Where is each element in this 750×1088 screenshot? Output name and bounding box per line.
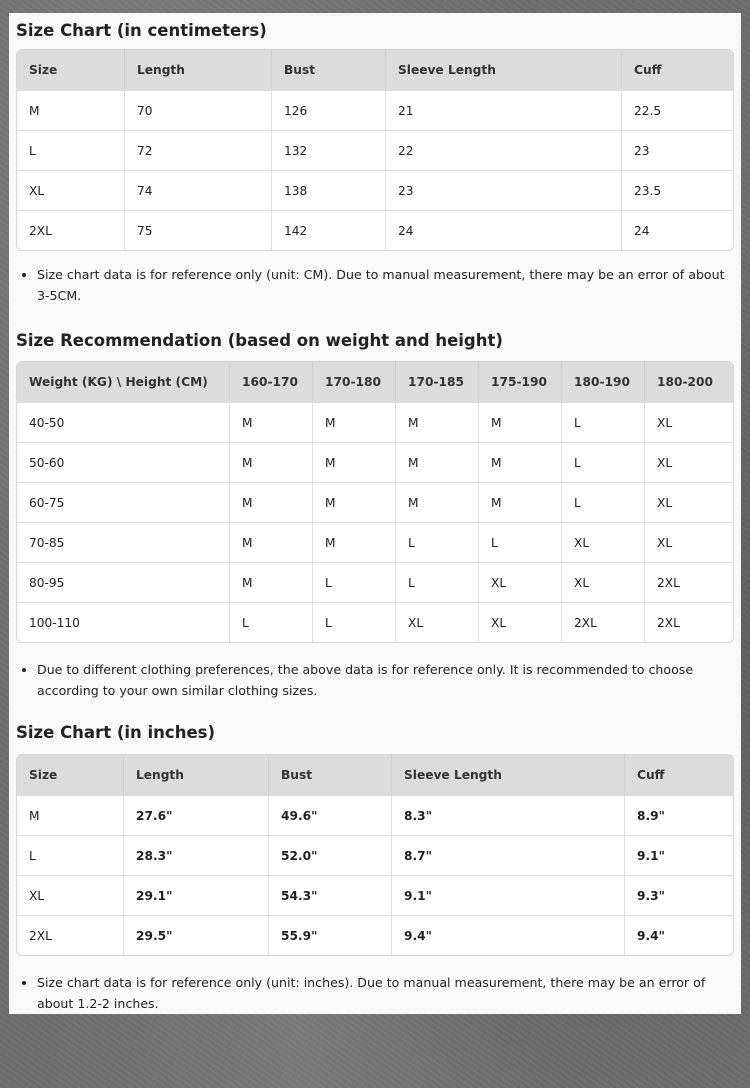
table-cell: 22.5 (622, 90, 733, 130)
table-cell: 52.0" (269, 835, 392, 875)
table-cell: 28.3" (124, 835, 269, 875)
table-cell: 24 (622, 210, 733, 250)
table-cell: 100-110 (17, 602, 230, 642)
table-header-row (17, 362, 733, 402)
table-cell: M (313, 442, 396, 482)
table-row (17, 90, 733, 130)
table-cell: XL (479, 602, 562, 642)
column-header: Weight (KG) \ Height (CM) (17, 362, 230, 402)
table-cell: XL (479, 562, 562, 602)
table-cell: L (396, 522, 479, 562)
cm-chart-title: Size Chart (in centimeters) (16, 21, 267, 40)
table-cell: L (313, 602, 396, 642)
table-cell: 8.9" (625, 795, 733, 835)
table-cell: L (396, 562, 479, 602)
column-header: Length (124, 755, 269, 795)
table-cell: M (313, 522, 396, 562)
table-row (17, 875, 733, 915)
table-row (17, 835, 733, 875)
table-cell: M (479, 442, 562, 482)
table-cell: L (479, 522, 562, 562)
table-cell: 29.1" (124, 875, 269, 915)
size-guide-sheet (9, 13, 741, 1014)
table-row (17, 170, 733, 210)
table-cell: 126 (272, 90, 386, 130)
recommendation-table (16, 361, 734, 643)
table-cell: M (479, 482, 562, 522)
table-cell: L (562, 402, 645, 442)
table-cell: 70 (125, 90, 272, 130)
table-row (17, 130, 733, 170)
table-cell: 70-85 (17, 522, 230, 562)
table-cell: XL (17, 170, 125, 210)
table-cell: XL (562, 522, 645, 562)
table-cell: M (230, 522, 313, 562)
column-header: Bust (269, 755, 392, 795)
table-cell: XL (396, 602, 479, 642)
table-cell: M (230, 482, 313, 522)
table-row (17, 210, 733, 250)
table-cell: M (396, 402, 479, 442)
column-header: 180-200 (645, 362, 733, 402)
table-cell: M (17, 90, 125, 130)
table-cell: 60-75 (17, 482, 230, 522)
table-cell: 9.4" (625, 915, 733, 955)
column-header: Length (125, 50, 272, 90)
table-cell: XL (17, 875, 124, 915)
column-header: Sleeve Length (386, 50, 622, 90)
inch-chart-title: Size Chart (in inches) (16, 723, 216, 742)
table-cell: XL (562, 562, 645, 602)
table-cell: L (17, 835, 124, 875)
column-header: 180-190 (562, 362, 645, 402)
recommendation-note-list (16, 659, 734, 701)
cm-size-table (16, 49, 734, 251)
table-row (17, 402, 733, 442)
table-cell: 40-50 (17, 402, 230, 442)
table-cell: M (313, 402, 396, 442)
table-header-row (17, 50, 733, 90)
table-cell: 9.1" (625, 835, 733, 875)
table-cell: 80-95 (17, 562, 230, 602)
column-header: Sleeve Length (392, 755, 625, 795)
table-cell: 9.4" (392, 915, 625, 955)
column-header: Cuff (625, 755, 733, 795)
column-header: 170-180 (313, 362, 396, 402)
table-cell: 54.3" (269, 875, 392, 915)
table-cell: 21 (386, 90, 622, 130)
table-cell: L (562, 482, 645, 522)
table-cell: L (562, 442, 645, 482)
inch-note-list (16, 972, 734, 1014)
table-cell: 49.6" (269, 795, 392, 835)
column-header: 160-170 (230, 362, 313, 402)
table-header-row (17, 755, 733, 795)
table-cell: 29.5" (124, 915, 269, 955)
table-cell: M (230, 562, 313, 602)
table-cell: XL (645, 482, 733, 522)
table-cell: 23.5 (622, 170, 733, 210)
table-cell: M (313, 482, 396, 522)
table-cell: 8.7" (392, 835, 625, 875)
table-cell: 23 (386, 170, 622, 210)
column-header: 170-185 (396, 362, 479, 402)
table-cell: 72 (125, 130, 272, 170)
table-cell: 2XL (645, 562, 733, 602)
column-header: 175-190 (479, 362, 562, 402)
table-cell: 24 (386, 210, 622, 250)
table-row (17, 482, 733, 522)
table-cell: 142 (272, 210, 386, 250)
table-cell: L (230, 602, 313, 642)
recommendation-title: Size Recommendation (based on weight and height) (16, 331, 503, 350)
table-cell: L (17, 130, 125, 170)
table-row (17, 915, 733, 955)
table-cell: 23 (622, 130, 733, 170)
column-header: Size (17, 50, 125, 90)
table-cell: 9.1" (392, 875, 625, 915)
table-cell: XL (645, 442, 733, 482)
table-cell: XL (645, 402, 733, 442)
inch-size-table (16, 754, 734, 956)
table-cell: M (396, 442, 479, 482)
table-cell: 138 (272, 170, 386, 210)
table-cell: M (479, 402, 562, 442)
table-cell: 22 (386, 130, 622, 170)
table-cell: 27.6" (124, 795, 269, 835)
table-cell: M (17, 795, 124, 835)
table-cell: M (230, 442, 313, 482)
table-cell: 8.3" (392, 795, 625, 835)
table-cell: 75 (125, 210, 272, 250)
table-row (17, 522, 733, 562)
table-cell: 55.9" (269, 915, 392, 955)
table-cell: 50-60 (17, 442, 230, 482)
table-cell: 2XL (562, 602, 645, 642)
table-cell: 2XL (17, 210, 125, 250)
table-cell: XL (645, 522, 733, 562)
table-cell: 132 (272, 130, 386, 170)
cm-note-list (16, 264, 734, 306)
column-header: Size (17, 755, 124, 795)
cm-note: • Size chart data is for reference only (unit: CM). Due to manual measurement, there may be an error of about 3-5CM. (37, 264, 734, 306)
table-cell: 74 (125, 170, 272, 210)
table-row (17, 795, 733, 835)
table-row (17, 562, 733, 602)
table-cell: M (230, 402, 313, 442)
table-cell: 2XL (17, 915, 124, 955)
table-cell: 2XL (645, 602, 733, 642)
inch-note: • Size chart data is for reference only (unit: inches). Due to manual measurement, there may be an error of about 1.2-2 inches. (37, 972, 734, 1014)
table-cell: L (313, 562, 396, 602)
column-header: Bust (272, 50, 386, 90)
table-row (17, 442, 733, 482)
recommendation-note: • Due to different clothing preferences, the above data is for reference only. It is recommended to choose according to your own similar clothing sizes. (37, 659, 734, 701)
table-cell: 9.3" (625, 875, 733, 915)
column-header: Cuff (622, 50, 733, 90)
table-cell: M (396, 482, 479, 522)
table-row (17, 602, 733, 642)
